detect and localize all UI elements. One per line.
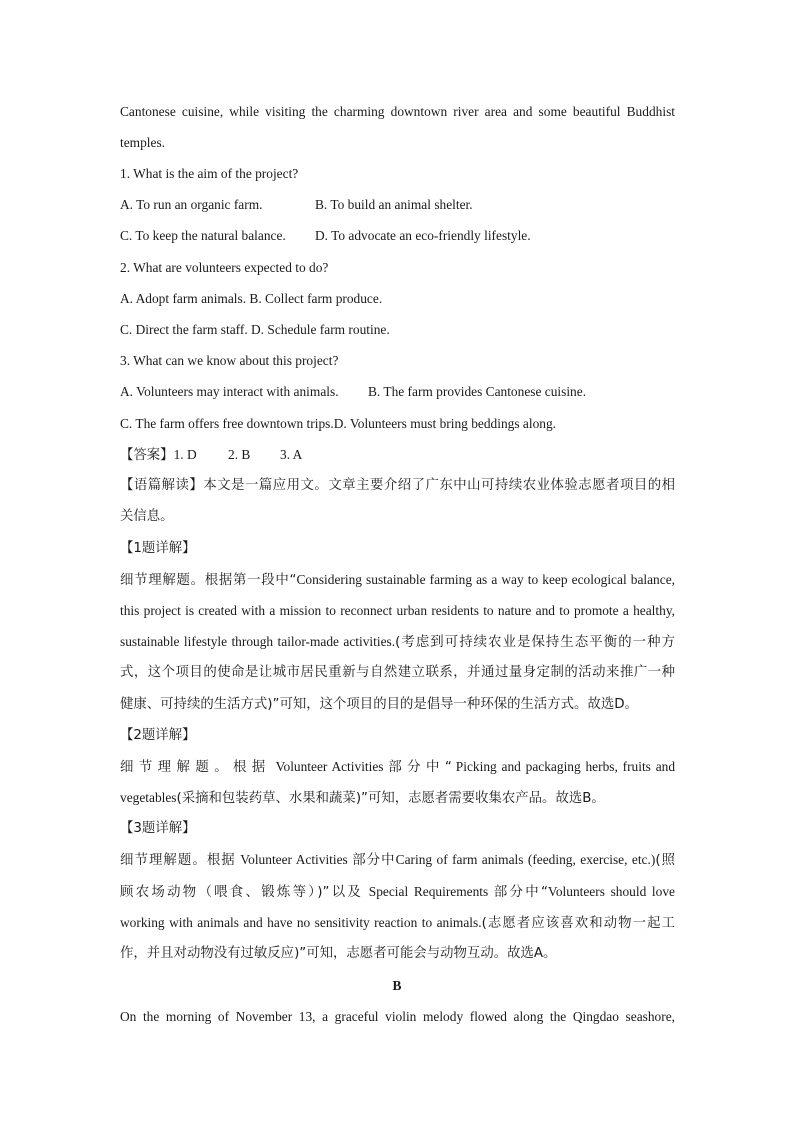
question-3-options-row-1: [120, 382, 675, 402]
answer-line: [120, 445, 675, 466]
option-a: A. To run an organic farm.: [120, 197, 263, 212]
option-b: B. To build an animal shelter.: [315, 197, 473, 212]
detail-1-line-4: 式，这个项目的使命是让城市居民重新与自然建立联系，并通过量身定制的活动来推广一种: [120, 665, 675, 680]
question-2-stem: 2. What are volunteers expected to do?: [120, 260, 329, 275]
answer-3: 3. A: [280, 447, 303, 462]
section-b-line-1: On the morning of November 13, a graceful violin melody flowed along the Qingdao seashore,: [120, 1009, 675, 1024]
section-b-heading: B: [392, 978, 402, 993]
question-1-options-row-1: [120, 195, 675, 215]
interpretation-line-2: 关信息。: [120, 509, 174, 524]
intro-line-2: temples.: [120, 135, 165, 150]
detail-3-heading: 【3题详解】: [120, 821, 196, 836]
detail-1-heading: 【1题详解】: [120, 541, 196, 556]
detail-3-line-3: working with animals and have no sensitivity reaction to animals.(志愿者应该喜欢和动物一起工: [120, 915, 675, 931]
option-d: D. To advocate an eco-friendly lifestyle.: [315, 228, 531, 243]
answer-2: 2. B: [228, 447, 251, 462]
detail-2-heading: 【2题详解】: [120, 728, 196, 743]
question-2-options-row-1: A. Adopt farm animals. B. Collect farm produce.: [120, 291, 383, 306]
interpretation-label: 【语篇解读】: [120, 478, 204, 493]
detail-3-line-1: 细节理解题。根据 Volunteer Activities 部分中Caring of farm animals (feeding, exercise, etc.)(照: [120, 852, 676, 868]
detail-1-line-5: 健康、可持续的生活方式)”可知，这个项目的目的是倡导一种环保的生活方式。故选D。: [120, 697, 638, 712]
detail-1-line-3: sustainable lifestyle through tailor-made activities.(考虑到可持续农业是保持生态平衡的一种方: [120, 634, 675, 650]
detail-3-line-4: 作，并且对动物没有过敏反应)”可知，志愿者可能会与动物互动。故选A。: [120, 946, 557, 961]
question-1-stem: 1. What is the aim of the project?: [120, 166, 299, 181]
option-c: C. To keep the natural balance.: [120, 228, 286, 243]
question-2-options-row-2: C. Direct the farm staff. D. Schedule farm routine.: [120, 322, 390, 337]
intro-line-1: Cantonese cuisine, while visiting the charming downtown river area and some beautiful Buddhist: [120, 104, 675, 119]
question-3-options-row-2: C. The farm offers free downtown trips.D. Volunteers must bring beddings along.: [120, 416, 556, 431]
answer-label: 【答案】: [120, 448, 174, 463]
option-b: B. The farm provides Cantonese cuisine.: [368, 384, 587, 399]
question-3-stem: 3. What can we know about this project?: [120, 353, 339, 368]
interpretation-line-1: [120, 476, 675, 496]
interpretation-text: 本文是一篇应用文。文章主要介绍了广东中山可持续农业体验志愿者项目的相: [203, 478, 676, 493]
detail-1-line-1: 细节理解题。根据第一段中“Considering sustainable farming as a way to keep ecological balance,: [120, 572, 675, 588]
answer-1: 1. D: [173, 447, 197, 462]
detail-3-line-2: 顾农场动物（喂食、锻炼等）)”以及 Special Requirements 部分中“Volunteers should love: [120, 884, 675, 900]
detail-1-line-2: this project is created with a mission to reconnect urban residents to nature and to promote a healthy,: [120, 603, 675, 618]
question-1-options-row-2: [120, 226, 675, 246]
option-a: A. Volunteers may interact with animals.: [120, 384, 339, 399]
detail-2-line-1: 细节理解题。根据 Volunteer Activities 部分中“Picking and packaging herbs, fruits and: [120, 759, 676, 775]
detail-2-line-2: vegetables(采摘和包装药草、水果和蔬菜)”可知，志愿者需要收集农产品。故选B。: [120, 790, 605, 806]
